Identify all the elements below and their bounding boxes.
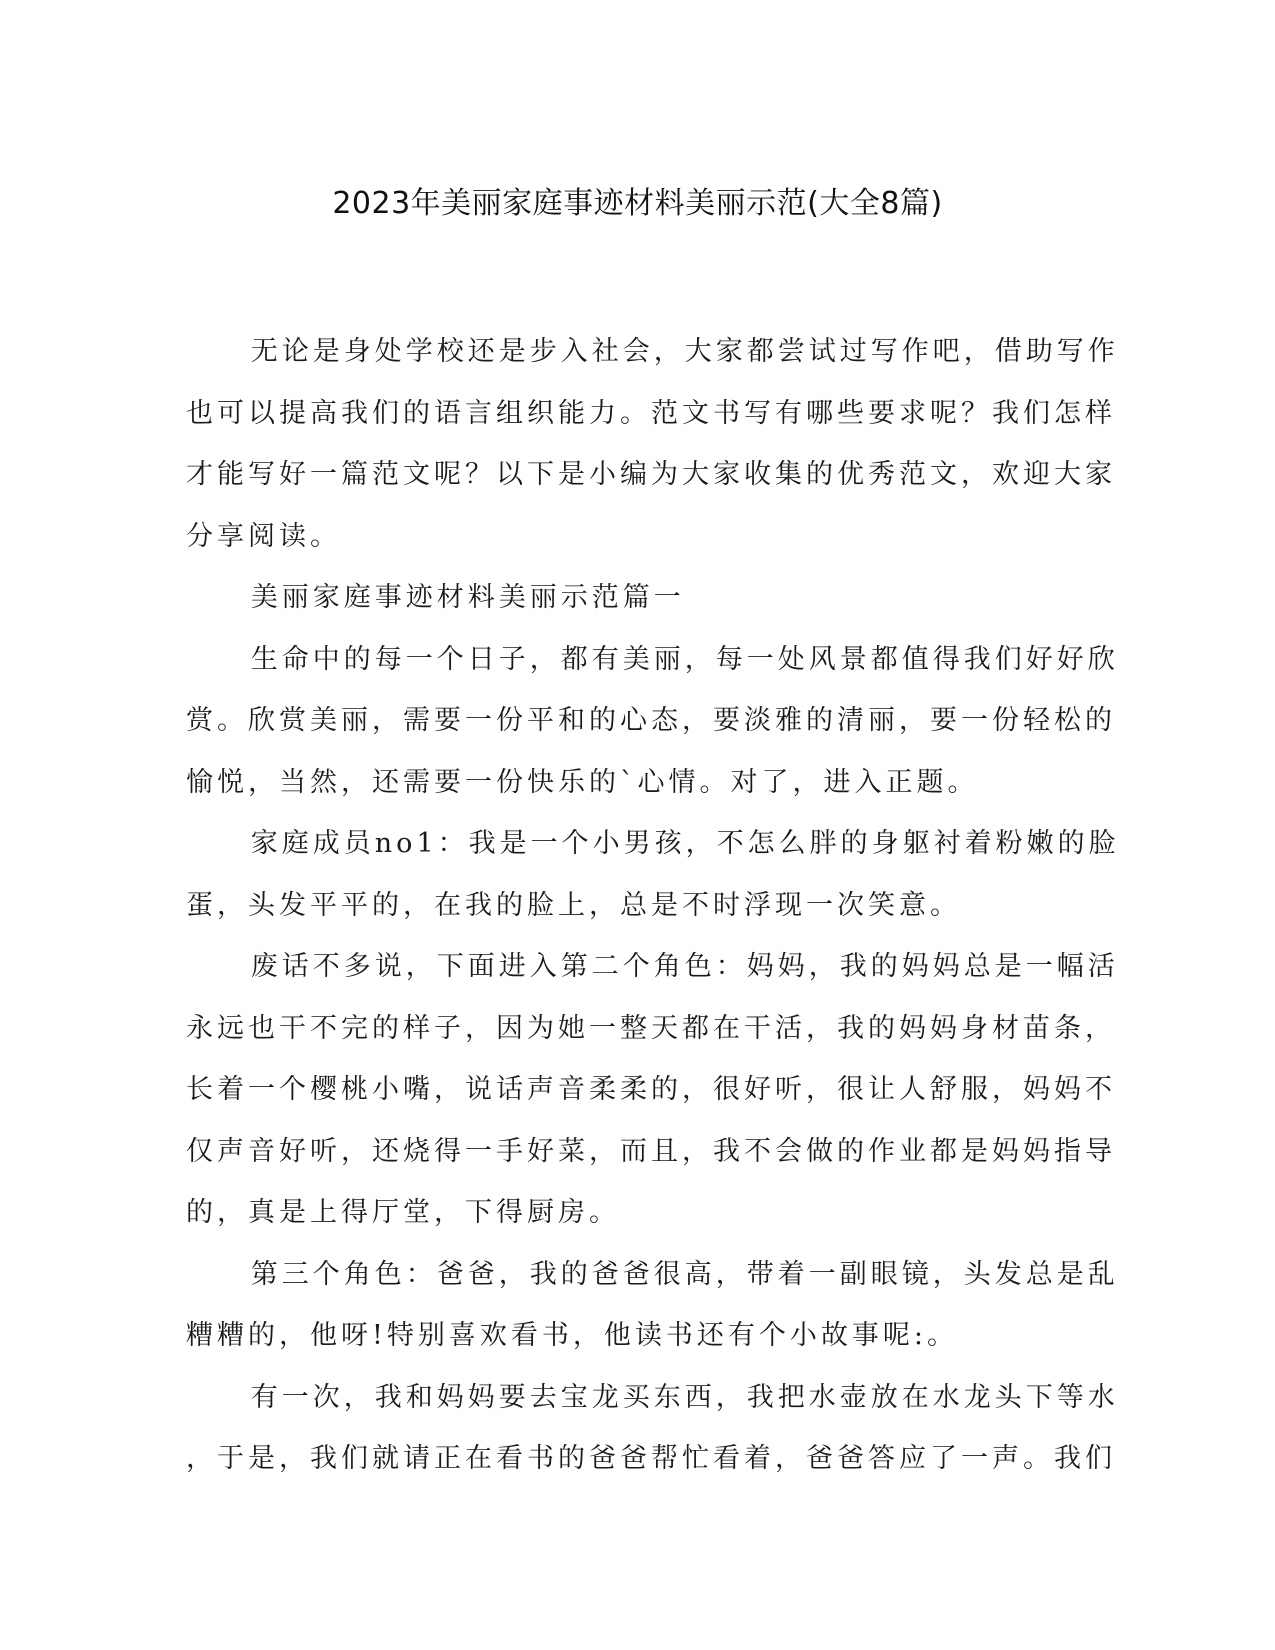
- text-line: 家庭成员no1：我是一个小男孩，不怎么胖的身躯衬着粉嫩的脸: [250, 828, 1120, 859]
- paragraph-story: [186, 1367, 1119, 1490]
- text-line: 蛋，头发平平的，在我的脸上，总是不时浮现一次笑意。: [186, 889, 961, 921]
- paragraph-beauty: [186, 629, 1119, 814]
- text-line: 美丽家庭事迹材料美丽示范篇一: [250, 582, 685, 613]
- paragraph-father: [186, 1244, 1119, 1367]
- text-line: 的，真是上得厅堂，下得厨房。: [186, 1197, 620, 1228]
- paragraph-mother: [186, 936, 1119, 1244]
- section-heading: [186, 567, 1066, 629]
- text-line: 无论是身处学校还是步入社会，大家都尝试过写作吧，借助写作: [250, 336, 1119, 367]
- text-line: 愉悦，当然，还需要一份快乐的`心情。对了，进入正题。: [186, 766, 979, 798]
- paragraph-member-1: [186, 813, 1120, 936]
- text-line: 仅声音好听，还烧得一手好菜，而且，我不会做的作业都是妈妈指导: [186, 1135, 1116, 1167]
- text-line: 才能写好一篇范文呢？以下是小编为大家收集的优秀范文，欢迎大家: [186, 459, 1116, 490]
- text-line: 赏。欣赏美丽，需要一份平和的心态，要淡雅的清丽，要一份轻松的: [186, 705, 1116, 736]
- text-line: 第三个角色：爸爸，我的爸爸很高，带着一副眼镜，头发总是乱: [250, 1258, 1119, 1290]
- text-line: ，于是，我们就请正在看书的爸爸帮忙看着，爸爸答应了一声。我们: [186, 1443, 1116, 1474]
- text-line: 永远也干不完的样子，因为她一整天都在干活，我的妈妈身材苗条，: [186, 1012, 1116, 1044]
- document-title: 2023年美丽家庭事迹材料美丽示范(大全8篇): [332, 186, 943, 221]
- text-line: 糟糟的，他呀!特别喜欢看书，他读书还有个小故事呢:。: [186, 1320, 958, 1351]
- document-body: [186, 321, 1120, 1490]
- paragraph-intro: [186, 321, 1119, 567]
- text-line: 废话不多说，下面进入第二个角色：妈妈，我的妈妈总是一幅活: [250, 951, 1119, 982]
- text-line: 分享阅读。: [186, 520, 341, 552]
- text-line: 长着一个樱桃小嘴，说话声音柔柔的，很好听，很让人舒服，妈妈不: [186, 1074, 1116, 1105]
- text-line: 有一次，我和妈妈要去宝龙买东西，我把水壶放在水龙头下等水: [250, 1381, 1119, 1413]
- text-line: 生命中的每一个日子，都有美丽，每一处风景都值得我们好好欣: [250, 643, 1119, 675]
- text-line: 也可以提高我们的语言组织能力。范文书写有哪些要求呢？我们怎样: [186, 397, 1116, 429]
